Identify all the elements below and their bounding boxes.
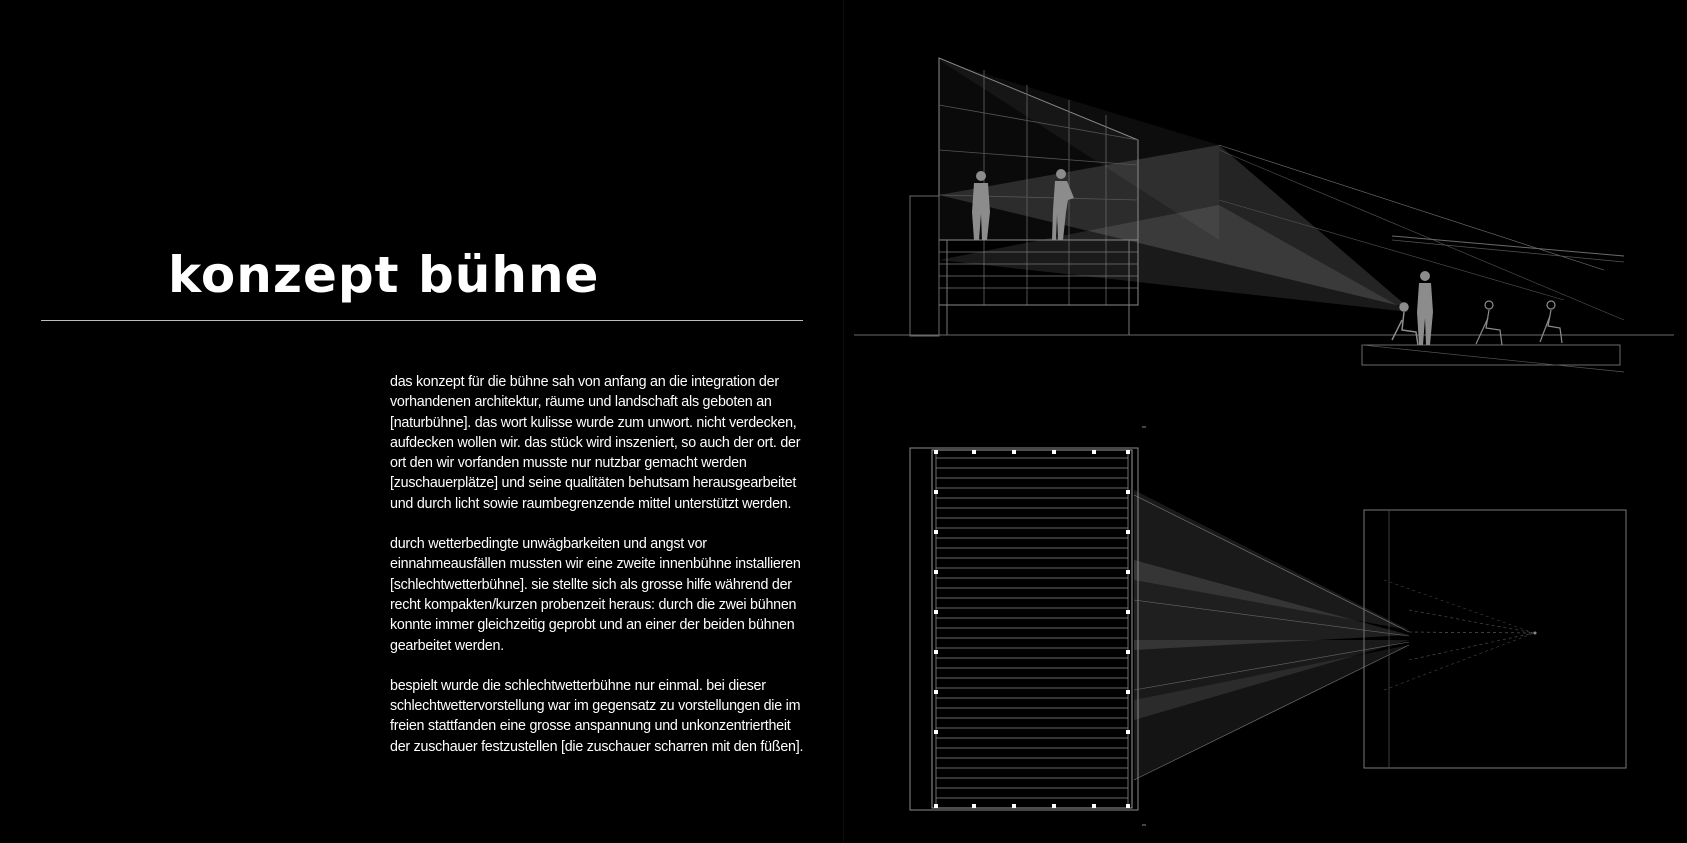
lamp-marker: [934, 450, 938, 454]
lamp-marker: [1126, 730, 1130, 734]
lamp-marker: [1126, 690, 1130, 694]
lamp-marker: [1126, 650, 1130, 654]
paragraph-2: durch wetterbedingte unwägbarkeiten und angst vor einnahmeausfällen mussten wir eine zweite innenbühne installieren [schlechtwetterbühne]. sie stellte sich als grosse hilfe während der recht kompakten/kurzen probenzeit heraus: durch die zwei bühnen konnte immer gleichzeitig geprobt und an einer der beiden bühnen gearbeitet werden.: [390, 536, 801, 654]
lamp-marker: [934, 804, 938, 808]
lamp-marker: [1126, 570, 1130, 574]
lamp-marker: [972, 450, 976, 454]
lamp-marker: [1092, 450, 1096, 454]
lamp-marker: [934, 690, 938, 694]
lamp-marker: [934, 730, 938, 734]
lamp-marker: [1126, 610, 1130, 614]
lamp-marker: [934, 490, 938, 494]
left-page: [0, 0, 843, 843]
paragraph-1: das konzept für die bühne sah von anfang an die integration der vorhandenen architektur, räume und landschaft als geboten an [naturbühne]. das wort kulisse wurde zum unwort. nicht verdecken, aufdecken wollen wir. das stück wird inszeniert, so auch der ort. der ort den wir vorfanden musste nur nutzbar gemacht werden [zuschauerplätze] und seine qualitäten behutsam herausgearbeitet und durch licht sowie raumbegrenzende mittel unterstützt werden.: [390, 374, 801, 512]
lamp-marker: [1126, 530, 1130, 534]
spectator-standing: [1417, 271, 1433, 345]
spectator-seated-2: [1476, 301, 1502, 345]
body-text: [390, 372, 810, 777]
stage-plan-view: [910, 427, 1626, 825]
lamp-marker: [972, 804, 976, 808]
right-page: [843, 0, 1687, 843]
lamp-marker: [1052, 450, 1056, 454]
lamp-marker: [934, 570, 938, 574]
spectator-seated-3: [1540, 301, 1562, 343]
lamp-marker: [1126, 490, 1130, 494]
lamp-marker: [934, 530, 938, 534]
stage-lamp-markers: [934, 450, 1130, 808]
lamp-marker: [1126, 804, 1130, 808]
lamp-marker: [934, 610, 938, 614]
paragraph-3: bespielt wurde die schlechtwetterbühne nur einmal. bei dieser schlechtwettervorstellung war im gegensatz zu vorstellungen die im freien stattfanden eine grosse anspannung und unkonzentriertheit der zuschauer festzustellen [die zuschauer scharren mit den füßen].: [390, 677, 804, 755]
stage-section-view: [854, 58, 1674, 372]
lamp-marker: [1092, 804, 1096, 808]
lamp-marker: [1012, 450, 1016, 454]
lamp-marker: [1126, 450, 1130, 454]
stage-slats: [936, 458, 1128, 798]
lamp-marker: [934, 650, 938, 654]
lamp-marker: [1052, 804, 1056, 808]
architectural-drawing: [844, 0, 1687, 843]
page-title: konzept bühne: [168, 246, 600, 304]
title-divider: [41, 320, 803, 321]
lamp-marker: [1012, 804, 1016, 808]
